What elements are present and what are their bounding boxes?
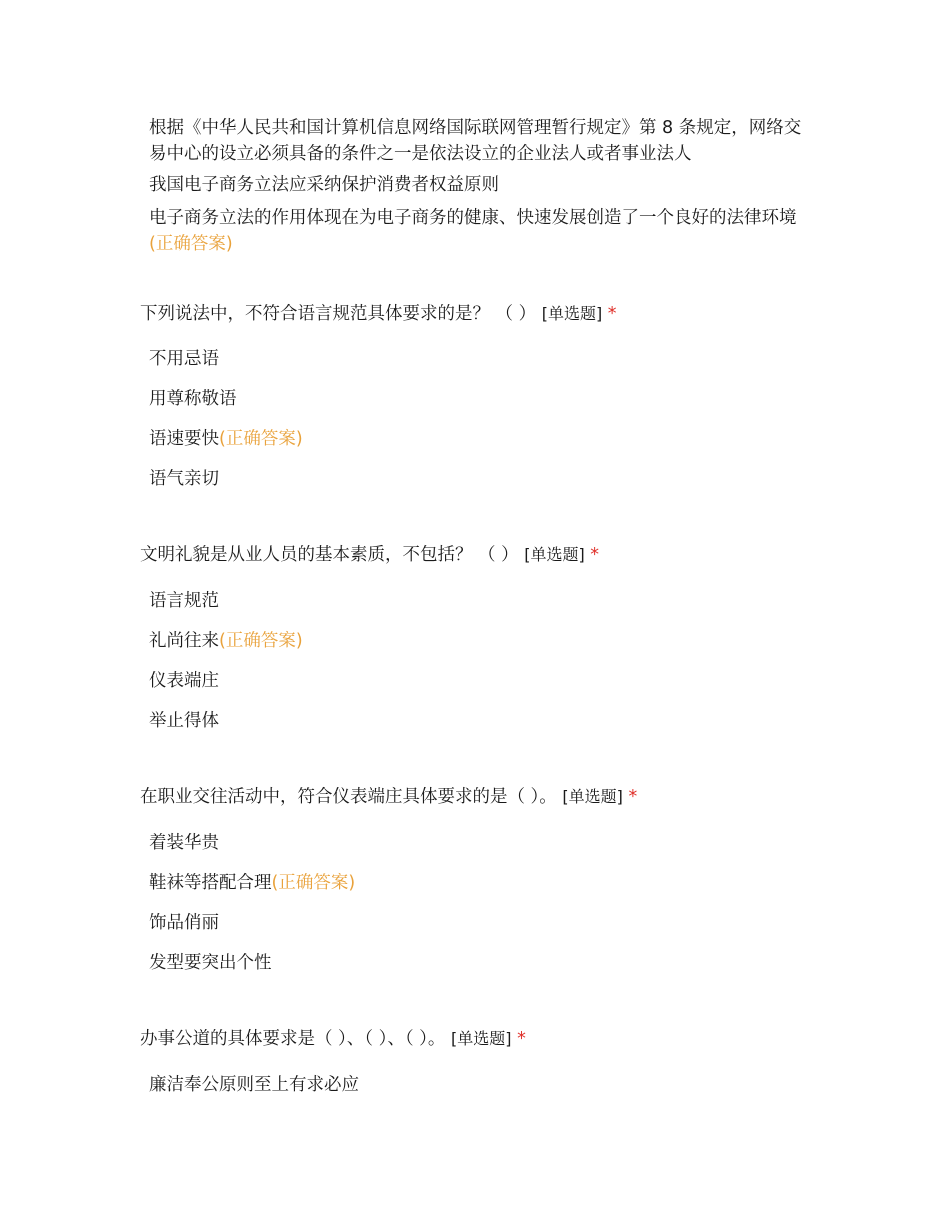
option-text: 廉洁奉公原则至上有求必应 <box>149 1075 359 1095</box>
question-text: 文明礼貌是从业人员的基本素质，不包括？ （ ） <box>140 545 519 565</box>
option-carry-3[interactable] <box>149 205 809 257</box>
option-text: 仪表端庄 <box>149 671 219 691</box>
q2-option-1[interactable] <box>149 588 809 614</box>
question-text: 在职业交往活动中，符合仪表端庄具体要求的是（ ）。 <box>140 787 557 807</box>
q2-option-4[interactable] <box>149 708 809 734</box>
required-mark: * <box>590 545 600 565</box>
option-text: 鞋袜等搭配合理 <box>149 873 272 893</box>
q1-option-4[interactable] <box>149 466 809 492</box>
option-text: 着装华贵 <box>149 833 219 853</box>
question-type-tag: [单选题] <box>524 545 585 564</box>
q4-option-1[interactable] <box>149 1072 809 1098</box>
correct-answer-mark: (正确答案) <box>219 631 303 651</box>
required-mark: * <box>607 304 617 324</box>
required-mark: * <box>517 1029 526 1049</box>
q3-option-4[interactable] <box>149 950 809 976</box>
option-text: 不用忌语 <box>149 349 219 369</box>
option-text: 用尊称敬语 <box>149 389 237 409</box>
option-text: 电子商务立法的作用体现在为电子商务的健康、快速发展创造了一个良好的法律环境 <box>149 208 797 228</box>
correct-answer-mark: (正确答案) <box>219 429 303 449</box>
option-text: 举止得体 <box>149 711 219 731</box>
q1-option-3[interactable] <box>149 426 809 452</box>
option-text: 语气亲切 <box>149 469 219 489</box>
option-text: 根据《中华人民共和国计算机信息网络国际联网管理暂行规定》第 8 条规定，网络交易中心的设立必须具备的条件之一是依法设立的企业法人或者事业法人 <box>149 118 802 164</box>
option-carry-2[interactable] <box>149 172 809 198</box>
option-text: 礼尚往来 <box>149 631 219 651</box>
question-text: 办事公道的具体要求是（ ）、（ ）、（ ）。 <box>140 1029 446 1049</box>
option-text: 语速要快 <box>149 429 219 449</box>
q1-option-1[interactable] <box>149 346 809 372</box>
question-type-tag: [单选题] <box>541 304 603 323</box>
option-text: 语言规范 <box>149 591 219 611</box>
q3-option-3[interactable] <box>149 910 809 936</box>
option-text: 我国电子商务立法应采纳保护消费者权益原则 <box>149 175 499 195</box>
question-1 <box>140 301 820 327</box>
required-mark: * <box>628 787 638 807</box>
option-text: 发型要突出个性 <box>149 953 272 973</box>
q2-option-2[interactable] <box>149 628 809 654</box>
q3-option-2[interactable] <box>149 870 809 896</box>
q2-option-3[interactable] <box>149 668 809 694</box>
question-3 <box>140 784 820 810</box>
question-4 <box>140 1026 820 1052</box>
q1-option-2[interactable] <box>149 386 809 412</box>
option-carry-1[interactable] <box>149 115 809 167</box>
correct-answer-mark: (正确答案) <box>271 873 356 893</box>
question-2 <box>140 542 820 568</box>
question-type-tag: [单选题] <box>562 787 623 806</box>
question-type-tag: [单选题] <box>451 1029 512 1048</box>
question-text: 下列说法中，不符合语言规范具体要求的是？ （ ） <box>140 304 537 324</box>
q3-option-1[interactable] <box>149 830 809 856</box>
option-text: 饰品俏丽 <box>149 913 219 933</box>
correct-answer-mark: (正确答案) <box>149 234 233 254</box>
